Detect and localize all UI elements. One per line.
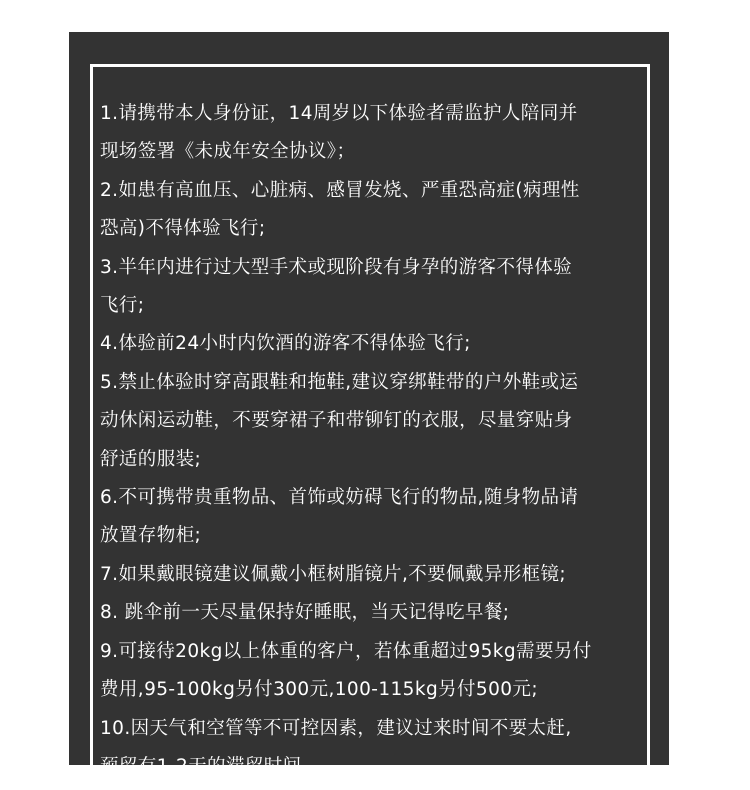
rule-line: 1.请携带本人身份证，14周岁以下体验者需监护人陪同并 [100,103,578,124]
rule-line: 3.半年内进行过大型手术或现阶段有身孕的游客不得体验 [100,256,573,278]
rule-item [100,325,660,363]
rule-item [100,594,660,632]
rule-item [100,249,660,326]
rule-line: 舒适的服装; [100,448,202,470]
rule-item [100,710,660,787]
rule-item [100,364,660,479]
rules-list [100,95,660,786]
rule-line: 5.禁止体验时穿高跟鞋和拖鞋,建议穿绑鞋带的户外鞋或运 [100,371,579,393]
rule-line: 放置存物柜; [100,525,202,547]
rule-line: 8. 跳伞前一天尽量保持好睡眠，当天记得吃早餐; [100,602,510,624]
rule-item [100,556,660,594]
rule-item [100,633,660,710]
rule-item [100,479,660,556]
rule-line: 4.体验前24小时内饮酒的游客不得体验飞行; [100,333,471,355]
rule-line: 动休闲运动鞋，不要穿裙子和带铆钉的衣服，尽量穿贴身 [100,410,573,432]
rule-line: 7.如果戴眼镜建议佩戴小框树脂镜片,不要佩戴异形框镜; [100,563,567,585]
rule-line: 9.可接待20kg以上体重的客户，若体重超过95kg需要另付 [100,640,592,662]
rule-line: 10.因天气和空管等不可控因素，建议过来时间不要太赶, [100,717,572,739]
notice-panel [69,32,669,777]
rule-line: 现场签署《未成年安全协议》； [100,141,356,163]
rule-line: 预留有1-2天的滞留时间 [100,755,302,777]
rule-line: 恐高)不得体验飞行; [100,218,266,240]
rule-line: 6.不可携带贵重物品、首饰或妨碍飞行的物品,随身物品请 [100,487,579,509]
rule-line: 2.如患有高血压、心脏病、感冒发烧、严重恐高症(病理性 [100,179,580,201]
rule-item [100,95,660,172]
rule-line: 飞行; [100,295,145,317]
rule-item [100,172,660,249]
rule-line: 费用,95-100kg另付300元,100-115kg另付500元; [100,679,538,701]
